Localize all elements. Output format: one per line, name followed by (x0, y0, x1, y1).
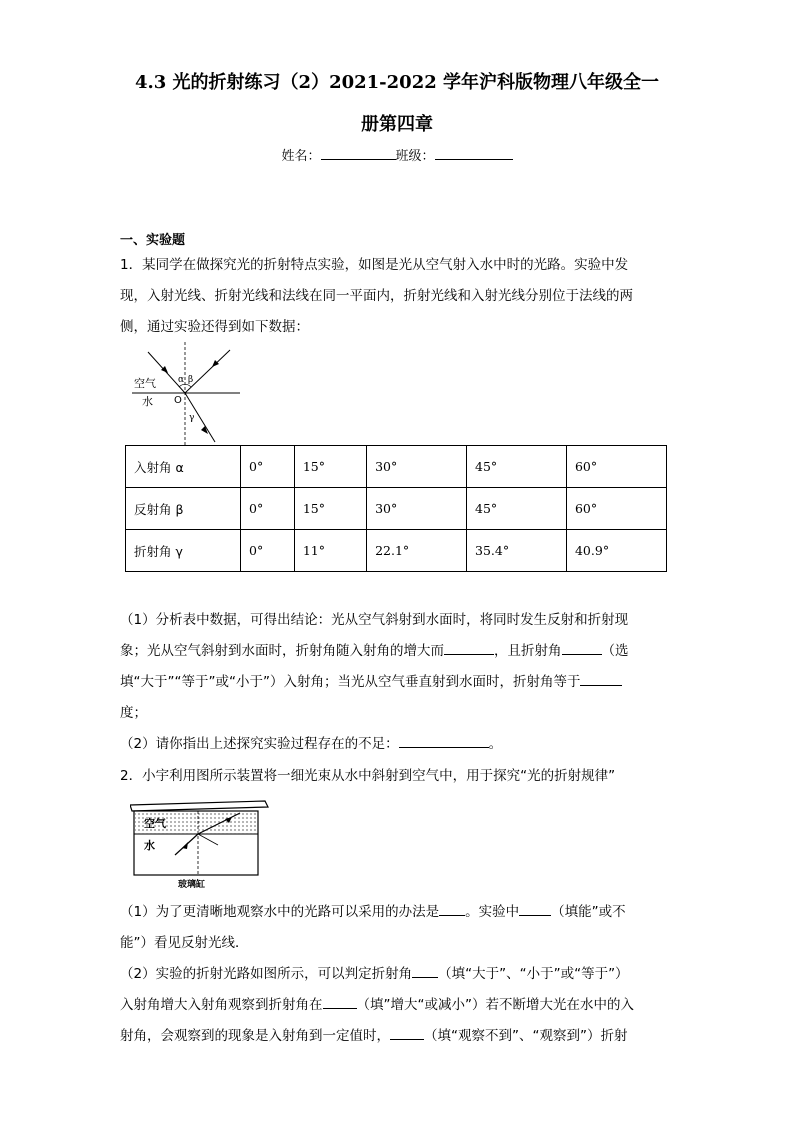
table-row-header: 反射角 β (126, 488, 241, 530)
q1-stem (120, 250, 676, 343)
name-label: 姓名： (281, 149, 321, 164)
table-cell: 40.9° (566, 530, 666, 572)
q1-data-table (125, 445, 667, 572)
table-cell: 35.4° (467, 530, 567, 572)
water-label: 水 (142, 395, 153, 408)
table-cell: 30° (367, 488, 467, 530)
tank-label: 玻璃缸 (178, 880, 206, 889)
q1-refraction-diagram (130, 342, 245, 445)
class-label: 班级： (395, 149, 435, 164)
q1-stem-line: 现，入射光线、折射光线和法线在同一平面内，折射光线和入射光线分别位于法线的两 (120, 288, 633, 304)
q1-part1-line (120, 636, 676, 667)
section-heading: 一、实验题 (120, 233, 186, 248)
q1-part1 (120, 605, 676, 729)
q1-part1-text: ，且折射角 (494, 643, 562, 659)
answer-blank[interactable] (412, 963, 438, 978)
table-cell: 22.1° (367, 530, 467, 572)
table-cell: 0° (241, 446, 295, 488)
answer-blank[interactable] (580, 671, 622, 686)
answer-blank[interactable] (439, 901, 465, 916)
air-label: 空气 (144, 817, 166, 830)
q1-part2-text: （2）请你指出上述探究实验过程存在的不足： (120, 736, 399, 752)
table-cell: 15° (294, 488, 366, 530)
q2-tank-diagram (130, 797, 270, 889)
q2-text: （填能”或不 (551, 904, 626, 920)
gamma-label: γ (189, 413, 195, 423)
air-label: 空气 (134, 377, 156, 390)
table-row (126, 530, 667, 572)
q2-part1-line (120, 897, 676, 928)
answer-blank[interactable] (323, 994, 357, 1009)
table-cell: 60° (566, 446, 666, 488)
name-class-line (0, 145, 794, 164)
q1-stem-line: 侧，通过实验还得到如下数据： (120, 319, 309, 335)
q2-text: （1）为了更清晰地观察水中的光路可以采用的办法是 (120, 904, 440, 920)
table-cell: 11° (294, 530, 366, 572)
q1-stem-line: 1．某同学在做探究光的折射特点实验，如图是光从空气射入水中时的光路。实验中发 (120, 257, 629, 273)
origin-label: O (174, 395, 182, 406)
table-cell: 0° (241, 530, 295, 572)
q1-part1-text: 填“大于”“等于”或“小于”）入射角；当光从空气垂直射到水面时，折射角等于 (120, 674, 581, 690)
page-title: 4.3 光的折射练习（2）2021-2022 学年沪科版物理八年级全一 (134, 72, 660, 93)
q2-text: 射角，会观察到的现象是入射角到一定值时， (120, 1028, 390, 1044)
answer-blank[interactable] (444, 640, 494, 655)
table-cell: 45° (467, 488, 567, 530)
q2-part1 (120, 897, 676, 959)
class-field[interactable] (435, 147, 513, 160)
q2-part2-line (120, 990, 676, 1021)
q1-part1-text: （选 (601, 643, 629, 659)
q1-part1-line: 度； (120, 705, 147, 721)
table-cell: 30° (367, 446, 467, 488)
q2-text: （2）实验的折射光路如图所示，可以判定折射角 (120, 966, 413, 982)
table-row (126, 488, 667, 530)
q1-part1-text: 象；光从空气斜射到水面时，折射角随入射角的增大而 (120, 643, 444, 659)
table-row-header: 入射角 α (126, 446, 241, 488)
water-label: 水 (144, 839, 155, 852)
q2-part2-line (120, 959, 676, 990)
name-field[interactable] (321, 147, 396, 160)
q1-part1-line: （1）分析表中数据，可得出结论：光从空气斜射到水面时，将同时发生反射和折射现 (120, 612, 629, 628)
page-title-continued: 册第四章 (361, 114, 433, 135)
answer-blank[interactable] (519, 901, 551, 916)
q2-text: 。实验中 (465, 904, 520, 920)
q2-part2-line (120, 1021, 676, 1052)
answer-blank[interactable] (390, 1025, 424, 1040)
table-row-header: 折射角 γ (126, 530, 241, 572)
q1-part2 (120, 729, 676, 760)
table-cell: 0° (241, 488, 295, 530)
table-cell: 60° (566, 488, 666, 530)
q2-stem: 2．小宇利用图所示装置将一细光束从水中斜射到空气中，用于探究“光的折射规律” (120, 768, 616, 784)
q1-part1-line (120, 667, 676, 698)
q1-part2-text: 。 (488, 736, 503, 752)
q2-text: （填“大于”、“小于”或“等于”） (438, 966, 629, 982)
answer-blank[interactable] (562, 640, 602, 655)
table-cell: 15° (294, 446, 366, 488)
q2-text: （填“观察不到”、“观察到”）折射 (424, 1028, 628, 1044)
q2-text: 入射角增大入射角观察到折射角在 (120, 997, 323, 1013)
beta-label: β (188, 375, 194, 385)
table-row (126, 446, 667, 488)
q2-part1-line: 能”）看见反射光线． (120, 935, 249, 951)
table-cell: 45° (467, 446, 567, 488)
answer-blank[interactable] (399, 733, 489, 748)
q2-part2 (120, 959, 676, 1052)
alpha-label: α (178, 375, 185, 385)
q2-text: （填”增大“或减小”）若不断增大光在水中的入 (356, 997, 634, 1013)
